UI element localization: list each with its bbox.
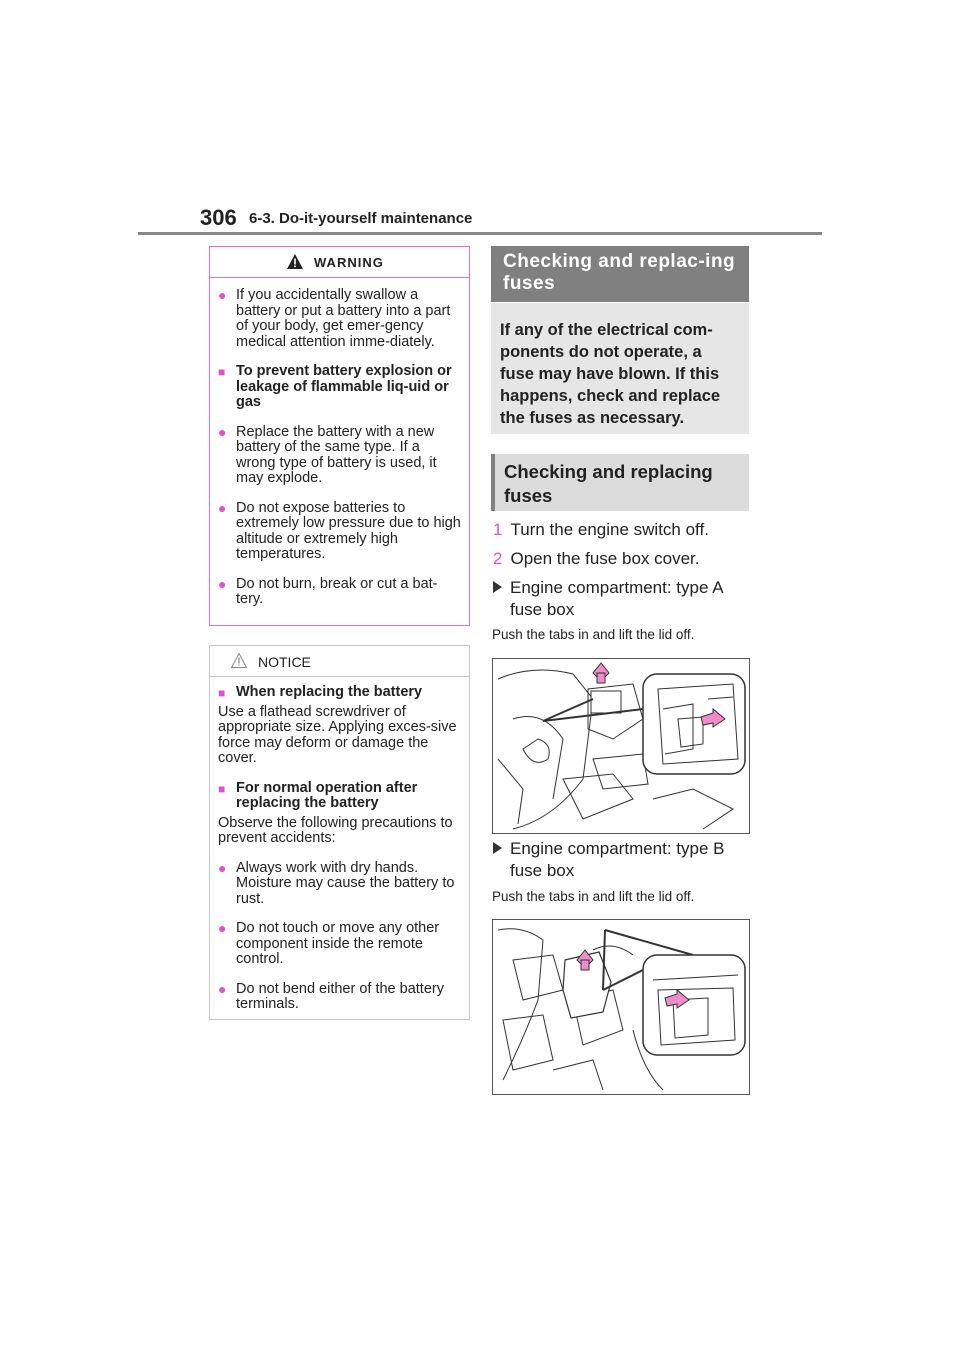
- subheading: [491, 454, 749, 511]
- warning-item: ● Replace the battery with a new battery of the same type. If a wrong type of battery is used, it may explode.: [218, 423, 437, 486]
- warning-body: [210, 278, 469, 608]
- notice-triangle-icon: [230, 652, 248, 669]
- bullet-icon: ●: [218, 287, 227, 303]
- square-bullet-icon: ■: [218, 365, 226, 379]
- bullet-icon: ●: [218, 980, 227, 997]
- main-heading: Checking and replac-ing fuses: [491, 246, 749, 302]
- warning-header: [210, 247, 469, 278]
- page-number: 306: [200, 205, 237, 230]
- figure-type-b: [492, 919, 750, 1095]
- notice-paragraph: Use a flathead screwdriver of appropriate size. Applying exces-sive force may deform or damage the cover.: [218, 703, 457, 766]
- figure-type-a: [492, 658, 750, 834]
- notice-header: [210, 646, 469, 677]
- warning-subheading: ■ To prevent battery explosion or leakage of flammable liq-uid or gas: [218, 363, 452, 410]
- step-2: 2 Open the fuse box cover.: [493, 549, 700, 568]
- engine-illustration-a: [493, 659, 749, 833]
- square-bullet-icon: ■: [218, 781, 226, 796]
- bullet-icon: ●: [218, 920, 227, 936]
- intro-text: If any of the electrical com-ponents do not operate, a fuse may have blown. If this happens, check and replace the fuses as necessary.: [500, 321, 721, 427]
- bullet-icon: ●: [218, 499, 227, 516]
- notice-subheading: ■ When replacing the battery: [218, 684, 423, 700]
- header-divider: [138, 232, 822, 235]
- notice-body: [210, 677, 469, 1013]
- type-a-item: Engine compartment: type A fuse box: [493, 577, 743, 621]
- bullet-icon: ●: [218, 859, 227, 876]
- warning-box: [209, 246, 470, 626]
- bullet-icon: ●: [218, 575, 227, 592]
- engine-illustration-b: [493, 920, 749, 1094]
- subheading-text: Checking and replacing fuses: [504, 461, 713, 506]
- notice-subheading: ■ For normal operation after replacing the battery: [218, 779, 418, 811]
- intro-panel: [491, 303, 749, 434]
- notice-item: ● Do not touch or move any other component inside the remote control.: [218, 920, 440, 967]
- step-1: 1 Turn the engine switch off.: [493, 520, 709, 539]
- caption-b: Push the tabs in and lift the lid off.: [492, 889, 695, 904]
- triangle-arrow-icon: [493, 581, 502, 593]
- notice-paragraph: Observe the following precautions to prevent accidents:: [218, 814, 453, 846]
- warning-title: WARNING: [314, 255, 384, 270]
- square-bullet-icon: ■: [218, 686, 226, 700]
- type-b-item: Engine compartment: type B fuse box: [493, 838, 743, 882]
- warning-item: ● Do not burn, break or cut a bat-tery.: [218, 575, 438, 607]
- caption-a: Push the tabs in and lift the lid off.: [492, 627, 695, 642]
- triangle-arrow-icon: [493, 842, 502, 854]
- bullet-icon: ●: [218, 423, 227, 440]
- notice-item: ● Do not bend either of the battery terminals.: [218, 980, 444, 1012]
- warning-item: ● If you accidentally swallow a battery or put a battery into a part of your body, get emer-gency medical attention imme-diately.: [218, 287, 451, 350]
- notice-title: NOTICE: [258, 654, 311, 670]
- warning-item: ● Do not expose batteries to extremely low pressure due to high altitude or extremely high temperatures.: [218, 499, 461, 562]
- section-title: 6-3. Do-it-yourself maintenance: [249, 210, 473, 227]
- notice-box: [209, 645, 470, 1020]
- notice-item: ● Always work with dry hands. Moisture may cause the battery to rust.: [218, 859, 455, 907]
- warning-triangle-icon: [286, 253, 304, 270]
